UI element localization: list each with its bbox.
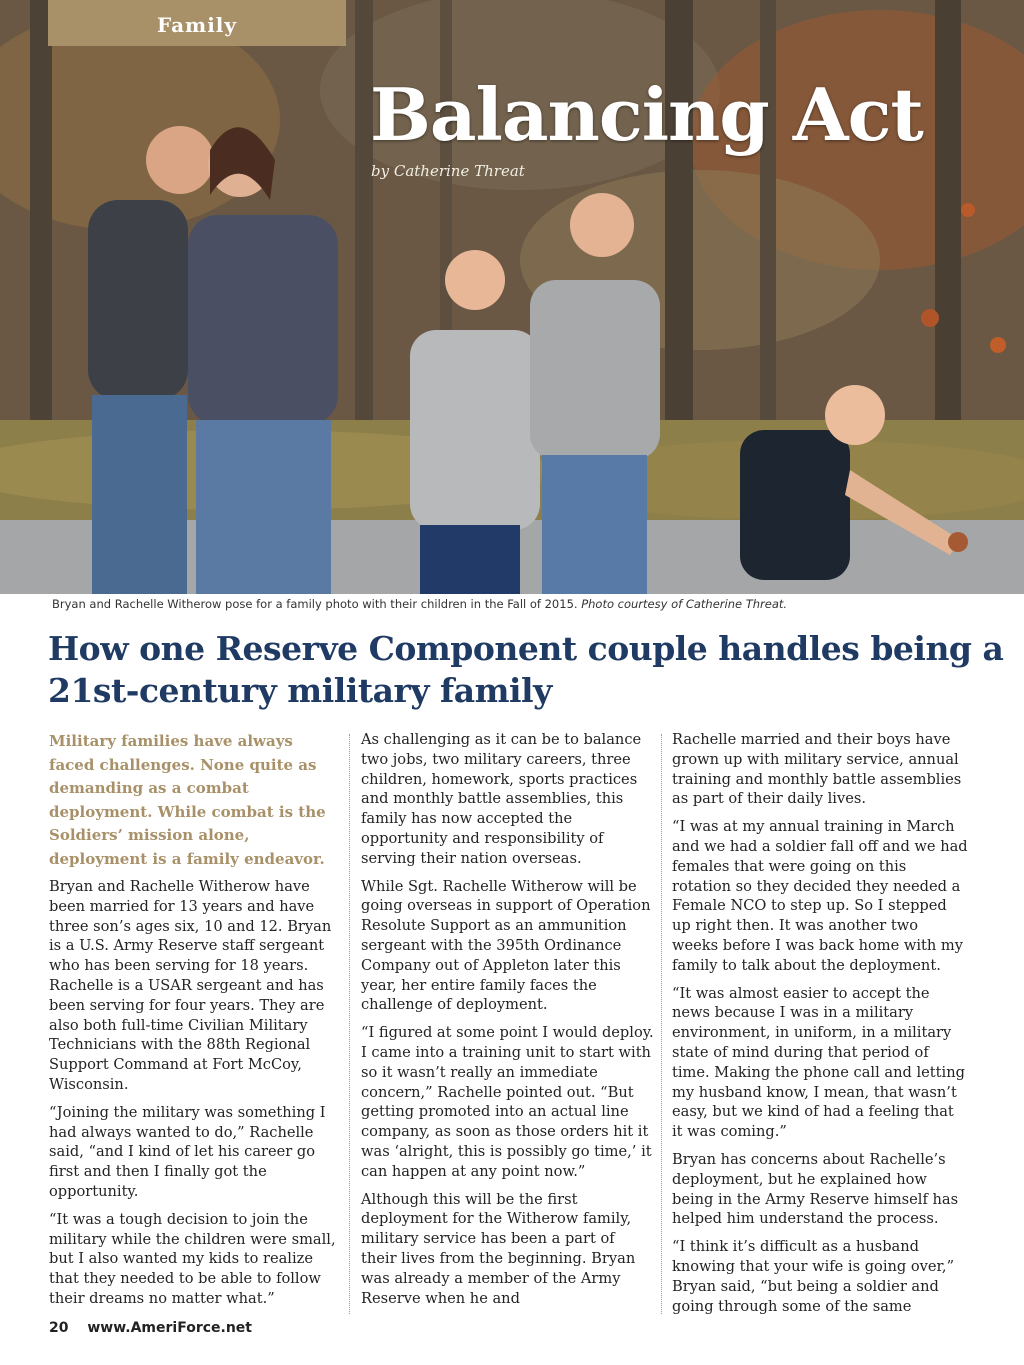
column-3 [672, 730, 968, 1324]
body-paragraph: Rachelle married and their boys have grown up with military service, annual training and monthly battle assemblies as part of their daily lives. [672, 731, 962, 808]
body-paragraph: As challenging as it can be to balance two jobs, two military careers, three children, homework, sports practices and monthly battle assemblies, this family has now accepted the opportunity and responsibility of serving their nation overseas. [361, 731, 642, 867]
body-paragraph: “I was at my annual training in March and we had a soldier fall off and we had females that were going on this rotation so they decided they needed a Female NCO to step up. So I stepped up right then. It was another two weeks before I was back home with my family to talk about the deployment. [672, 818, 968, 974]
body-paragraph: Although this will be the first deployment for the Witherow family, military service has been a part of their lives from the beginning. Bryan was already a member of the Army Reserve when he and [361, 1190, 636, 1307]
body-paragraph: “I think it’s difficult as a husband knowing that your wife is going over,” Bryan said, “but being a soldier and going through some of the same [672, 1238, 955, 1315]
page-number: 20 [49, 1320, 69, 1336]
page-footer [49, 1320, 252, 1336]
column-2 [361, 730, 654, 1316]
byline: by Catherine Threat [371, 162, 525, 180]
body-paragraph: While Sgt. Rachelle Witherow will be going overseas in support of Operation Resolute Support as an ammunition sergeant with the 395th Ordinance Company out of Appleton later this year, her entire family faces the challenge of deployment. [361, 877, 651, 1014]
lede-paragraph: Military families have always faced challenges. None quite as demanding as a combat deployment. While combat is the Soldiers’ mission alone, deployment is a family endeavor. [49, 732, 326, 868]
section-label: Family [48, 0, 346, 46]
column-divider [661, 734, 662, 1314]
caption-text: Bryan and Rachelle Witherow pose for a family photo with their children in the Fall of 2015. [52, 597, 578, 611]
column-divider [349, 734, 350, 1314]
article-headline: Balancing Act [370, 72, 923, 157]
body-paragraph: “It was almost easier to accept the news because I was in a military environment, in uniform, in a military state of mind during that period of time. Making the phone call and letting my husband know, I mean, that wasn’t easy, but we kind of had a feeling that it was coming.” [672, 984, 965, 1141]
subheadline: How one Reserve Component couple handles being a 21st-century military family [48, 629, 1004, 710]
family-photo [0, 0, 1024, 594]
body-paragraph: “I figured at some point I would deploy. I came into a training unit to start with so it wasn’t really an immediate concern,” Rachelle pointed out. “But getting promoted into an actual line company, as soon as those orders hit it was ‘alright, this is possibly go time,’ it can happen at any point now.” [361, 1024, 654, 1180]
body-paragraph: Bryan has concerns about Rachelle’s deployment, but he explained how being in the Army Reserve himself has helped him understand the process. [672, 1150, 959, 1228]
body-paragraph: Bryan and Rachelle Witherow have been married for 13 years and have three son’s ages six, 10 and 12. Bryan is a U.S. Army Reserve staff sergeant who has been serving for 18 years. Rachelle is a USAR sergeant and has been serving for four years. They are also both full-time Civilian Military Technicians with the 88th Regional Support Command at Fort McCoy, Wisconsin. [49, 878, 332, 1093]
body-paragraph: “Joining the military was something I had always wanted to do,” Rachelle said, “and I kind of let his career go first and then I finally got the opportunity. [49, 1103, 326, 1200]
photo-credit: Photo courtesy of Catherine Threat. [581, 597, 788, 611]
photo-caption [52, 597, 1012, 611]
website-link[interactable]: www.AmeriForce.net [87, 1320, 252, 1336]
body-paragraph: “It was a tough decision to join the military while the children were small, but I also wanted my kids to realize that they needed to be able to follow their dreams no matter what.” [49, 1210, 336, 1307]
column-1 [49, 730, 339, 1317]
